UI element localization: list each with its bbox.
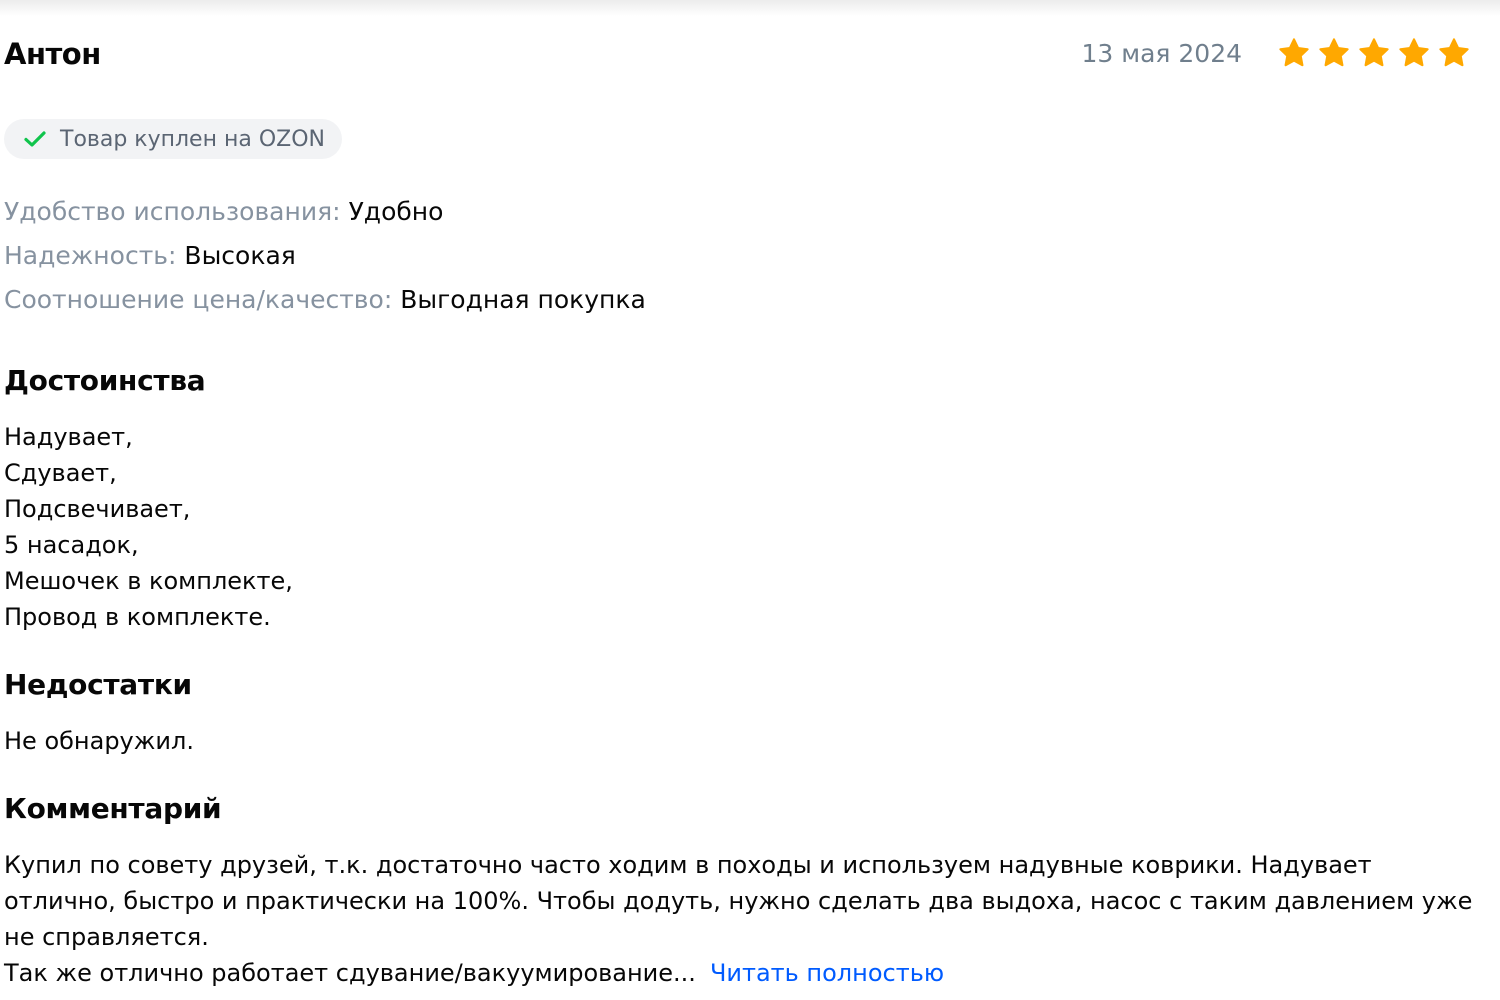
attribute-label: Удобство использования: [4, 197, 341, 226]
cons-list [4, 723, 194, 759]
star-icon [1358, 37, 1390, 69]
review-author[interactable]: Антон [4, 37, 101, 71]
pros-line: Подсвечивает, [4, 495, 191, 523]
review-header [4, 36, 1474, 72]
pros-line: Мешочек в комплекте, [4, 567, 293, 595]
attribute-row [4, 278, 646, 322]
badge-text: Товар куплен на OZON [60, 126, 325, 152]
review-attributes [4, 190, 646, 322]
read-more-link[interactable]: Читать полностью [709, 959, 945, 987]
pros-line: Провод в комплекте. [4, 603, 271, 631]
cons-line: Не обнаружил. [4, 727, 194, 755]
comment-title: Комментарий [4, 792, 222, 825]
attribute-value: Выгодная покупка [400, 285, 646, 314]
comment-truncated-text: Так же отлично работает сдувание/вакуумирование... [4, 959, 696, 987]
review-date: 13 мая 2024 [1081, 39, 1242, 68]
attribute-value: Удобно [348, 197, 444, 226]
verified-purchase-badge [4, 119, 342, 159]
pros-line: 5 насадок, [4, 531, 139, 559]
comment-text: Купил по совету друзей, т.к. достаточно часто ходим в походы и используем надувные коврики. Надувает отлично, быстро и практически на 100%. Чтобы додуть, нужно сделать два выдоха, насос с таким давлением уже не справляется. [4, 851, 1473, 951]
cons-title: Недостатки [4, 668, 192, 701]
attribute-label: Соотношение цена/качество: [4, 285, 393, 314]
star-icon [1438, 37, 1470, 69]
pros-line: Сдувает, [4, 459, 117, 487]
attribute-row [4, 234, 646, 278]
star-icon [1318, 37, 1350, 69]
star-icon [1398, 37, 1430, 69]
attribute-value: Высокая [184, 241, 296, 270]
attribute-label: Надежность: [4, 241, 177, 270]
star-icon [1278, 37, 1310, 69]
rating-stars [1278, 37, 1470, 69]
pros-line: Надувает, [4, 423, 133, 451]
check-icon [24, 130, 46, 148]
comment-last-line [4, 955, 1474, 991]
pros-title: Достоинства [4, 364, 206, 397]
comment-body [4, 847, 1474, 991]
attribute-row [4, 190, 646, 234]
pros-list [4, 419, 293, 635]
top-shadow [0, 0, 1500, 16]
